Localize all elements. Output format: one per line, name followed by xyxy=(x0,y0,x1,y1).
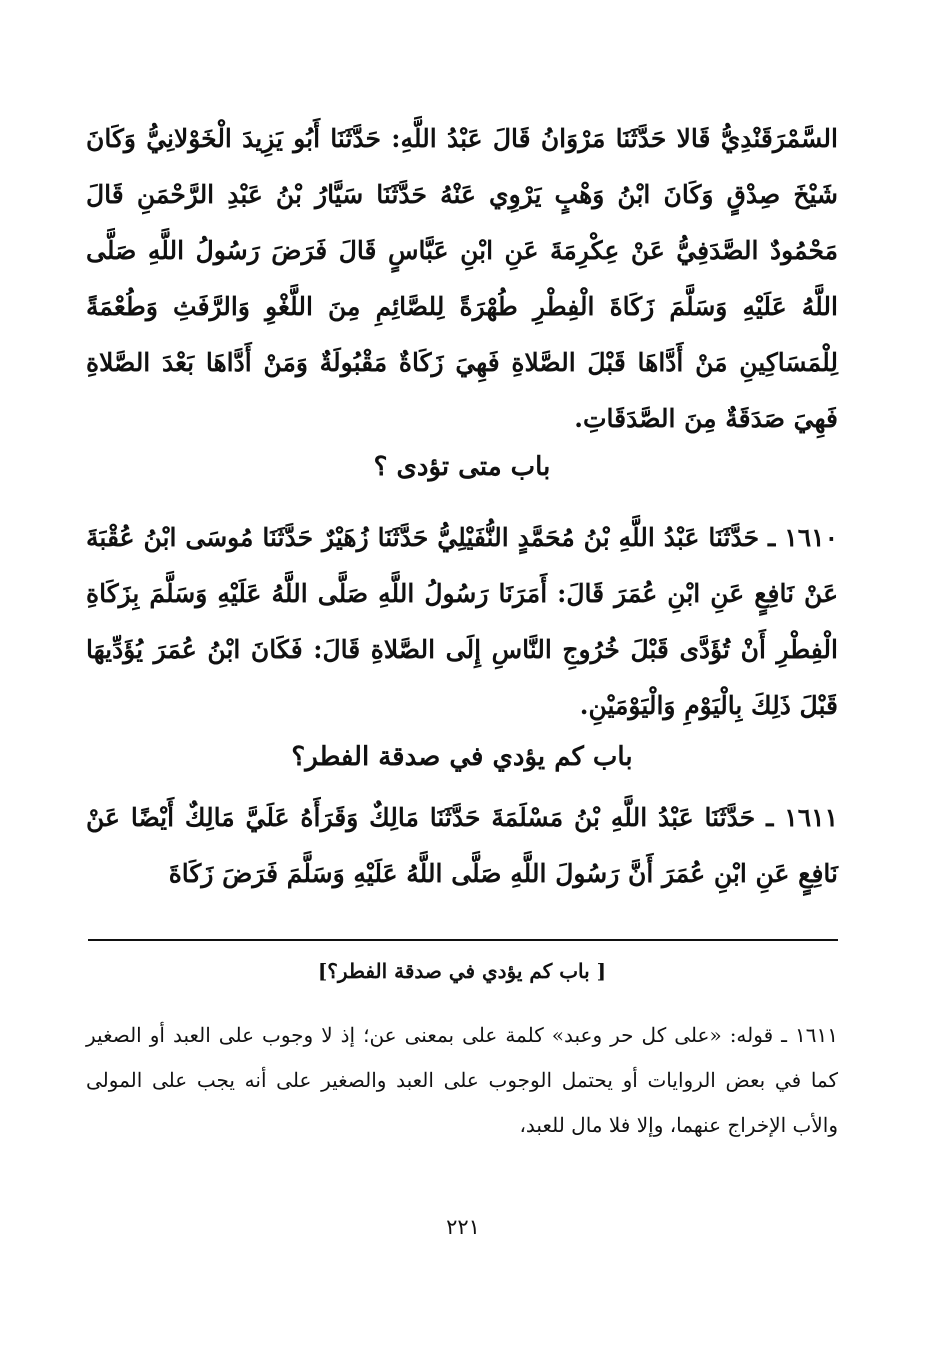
footnote-divider xyxy=(88,939,838,941)
hadith-paragraph-continued: السَّمْرَقَنْدِيُّ قَالا حَدَّثَنَا مَرْوَانُ قَالَ عَبْدُ اللَّهِ: حَدَّثَنَا أَبُو يَزِيدَ الْخَوْلانِيُّ وَكَانَ شَيْخَ صِدْقٍ وَكَانَ ابْنُ وَهْبٍ يَرْوِي عَنْهُ حَدَّثَنَا سَيَّارُ بْنُ عَبْدِ الرَّحْمَنِ قَالَ مَحْمُودٌ الصَّدَفِيُّ عَنْ عِكْرِمَةَ عَنِ ابْنِ عَبَّاسٍ قَالَ فَرَضَ رَسُولُ اللَّهِ صَلَّى اللَّهُ عَلَيْهِ وَسَلَّمَ زَكَاةَ الْفِطْرِ طُهْرَةً لِلصَّائِمِ مِنَ اللَّغْوِ وَالرَّفَثِ وَطُعْمَةً لِلْمَسَاكِينِ مَنْ أَدَّاهَا قَبْلَ الصَّلاةِ فَهِيَ زَكَاةٌ مَقْبُولَةٌ وَمَنْ أَدَّاهَا بَعْدَ الصَّلاةِ فَهِيَ صَدَقَةٌ مِنَ الصَّدَقَاتِ. xyxy=(86,124,838,433)
hadith-paragraph-1611: ١٦١١ ـ حَدَّثَنَا عَبْدُ اللَّهِ بْنُ مَسْلَمَةَ حَدَّثَنَا مَالِكٌ وَقَرَأَهُ عَلَيَّ مَالِكٌ أَيْضًا عَنْ نَافِعٍ عَنِ ابْنِ عُمَرَ أَنَّ رَسُولَ اللَّهِ صَلَّى اللَّهُ عَلَيْهِ وَسَلَّمَ فَرَضَ زَكَاةَ xyxy=(86,803,838,888)
footnote-commentary: ١٦١١ ـ قوله: «على كل حر وعبد» كلمة على بمعنى عن؛ إذ لا وجوب على العبد أو الصغير كما في بعض الروايات أو يحتمل الوجوب على العبد والصغير على أنه يجب على المولى والأب الإخراج عنهما، وإلا فلا مال للعبد، xyxy=(86,1023,838,1137)
chapter-heading-when-to-pay: باب متى تؤدى ؟ xyxy=(373,452,551,482)
chapter-heading-how-much: باب كم يؤدي في صدقة الفطر؟ xyxy=(291,742,633,772)
page-number: ٢٢١ xyxy=(446,1215,480,1239)
hadith-paragraph-1610: ١٦١٠ ـ حَدَّثَنَا عَبْدُ اللَّهِ بْنُ مُحَمَّدٍ النُّفَيْلِيُّ حَدَّثَنَا زُهَيْرٌ حَدَّثَنَا مُوسَى ابْنُ عُقْبَةَ عَنْ نَافِعٍ عَنِ ابْنِ عُمَرَ قَالَ: أَمَرَنَا رَسُولُ اللَّهِ صَلَّى اللَّهُ عَلَيْهِ وَسَلَّمَ بِزَكَاةِ الْفِطْرِ أَنْ تُؤَدَّى قَبْلَ خُرُوجِ النَّاسِ إِلَى الصَّلاةِ قَالَ: فَكَانَ ابْنُ عُمَرَ يُؤَدِّيهَا قَبْلَ ذَلِكَ بِالْيَوْمِ وَالْيَوْمَيْنِ. xyxy=(86,523,838,720)
footnote-heading: [ باب كم يؤدي في صدقة الفطر؟] xyxy=(317,959,607,983)
